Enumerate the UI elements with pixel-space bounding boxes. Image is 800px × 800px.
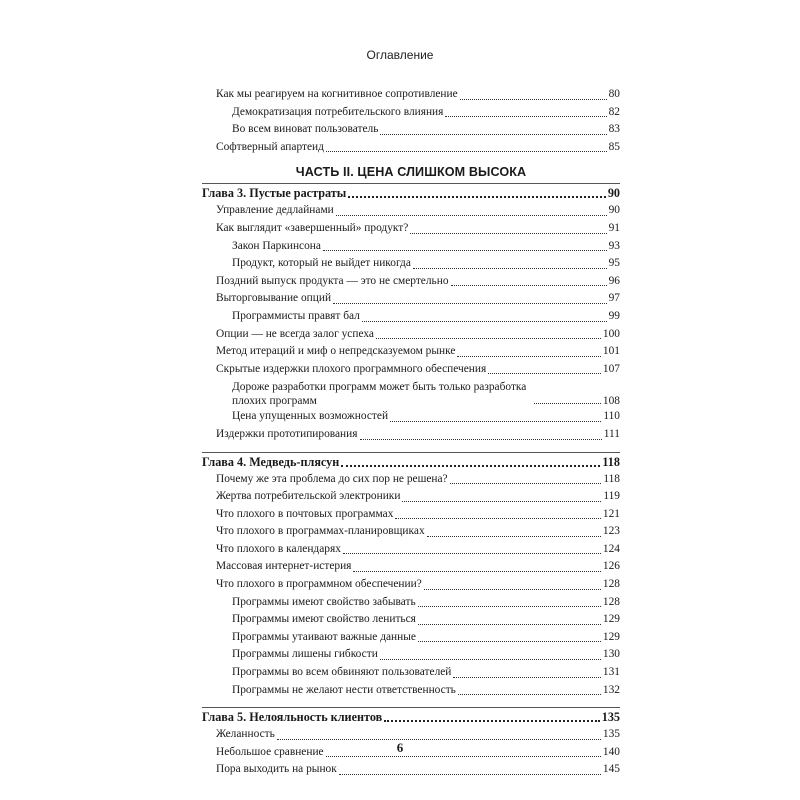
toc-entry[interactable] (202, 682, 620, 700)
toc-entry-page: 118 (603, 472, 620, 485)
dot-leader (343, 553, 601, 554)
toc-entry-page: 82 (608, 105, 620, 118)
toc-entry-title: Пора выходить на рынок (216, 763, 337, 776)
toc-entry-page: 83 (608, 123, 620, 136)
dot-leader (413, 268, 607, 269)
toc-entry-page: 135 (601, 710, 620, 725)
toc-entry-page: 80 (608, 88, 620, 100)
toc-entry-title: Что плохого в почтовых программах (216, 507, 394, 520)
dot-leader (362, 321, 607, 322)
toc-entry-page: 95 (608, 257, 620, 270)
toc-entry-title: Метод итераций и миф о непредсказуемом рынке (216, 345, 456, 358)
dot-leader (450, 483, 602, 484)
dot-leader (376, 338, 601, 339)
dot-leader (353, 571, 600, 572)
toc-entry-title: Почему же эта проблема до сих пор не решена? (216, 472, 448, 485)
toc-entry-page: 129 (602, 630, 620, 643)
toc-entry-title: Что плохого в программном обеспечении? (216, 578, 422, 591)
toc-entry-title: Программы не желают нести ответственность (232, 683, 456, 696)
dot-leader (534, 403, 601, 404)
dot-leader (326, 151, 607, 152)
dot-leader (326, 756, 601, 757)
toc-entry-page: 135 (602, 728, 620, 741)
toc-entry-title: Как выглядит «завершенный» продукт? (216, 221, 409, 234)
chapter-gap (202, 699, 620, 707)
toc-entry[interactable] (202, 378, 620, 408)
toc-entry-title: Издержки прототипирования (216, 427, 358, 440)
toc-entry-title: Поздний выпуск продукта — это не смертельно (216, 274, 449, 287)
toc-entry-title: Как мы реагируем на когнитивное сопротивление (216, 88, 458, 100)
toc-entry-title: Программисты правят бал (232, 309, 360, 322)
toc-entry-title: Выторговывание опций (216, 292, 332, 305)
dot-leader (418, 606, 601, 607)
dot-leader (360, 439, 602, 440)
chapter-heading[interactable] (202, 452, 620, 471)
toc-entry[interactable] (202, 408, 620, 426)
toc-entry-page: 128 (602, 578, 620, 591)
toc-entry-title: Цена упущенных возможностей (232, 410, 389, 423)
toc-entry[interactable] (202, 646, 620, 664)
toc-entry-page: 121 (602, 507, 620, 520)
dot-leader (418, 641, 601, 642)
page-number: 6 (396, 740, 404, 755)
part-heading: ЧАСТЬ II. ЦЕНА СЛИШКОМ ВЫСОКА (295, 165, 527, 180)
toc-entry-page: 124 (602, 542, 620, 555)
dot-leader (380, 134, 606, 135)
toc-entry-title: Небольшое сравнение (216, 745, 324, 758)
toc-entry[interactable] (202, 576, 620, 594)
dot-leader (348, 196, 606, 198)
toc-entry-title: Демократизация потребительского влияния (232, 105, 444, 118)
toc-entry-page: 101 (602, 345, 620, 358)
dot-leader (410, 233, 606, 234)
toc-entry[interactable] (202, 594, 620, 612)
toc-entry-title: Что плохого в программах-планировщиках (216, 525, 425, 538)
toc-entry-page: 99 (608, 309, 620, 322)
dot-leader (323, 250, 607, 251)
dot-leader (424, 589, 601, 590)
toc-entry-page: 118 (602, 454, 620, 469)
toc-entry[interactable] (202, 343, 620, 361)
dot-leader (488, 373, 601, 374)
toc-entry[interactable] (202, 426, 620, 444)
chapter-gap (202, 444, 620, 452)
toc-entry[interactable] (202, 471, 620, 489)
running-header: Оглавление (366, 48, 434, 62)
table-of-contents (202, 86, 620, 779)
toc-entry[interactable] (202, 558, 620, 576)
toc-entry-title: Что плохого в календарях (216, 542, 341, 555)
toc-entry-page: 97 (608, 292, 620, 305)
toc-entry[interactable] (202, 361, 620, 379)
toc-entry-title: Программы имеют свойство лениться (232, 613, 416, 626)
toc-entry-title: Жертва потребительской электроники (216, 490, 401, 503)
dot-leader (380, 659, 601, 660)
toc-entry-page: 110 (603, 410, 620, 423)
chapter-heading[interactable] (202, 183, 620, 202)
toc-entry-title: Во всем виноват пользователь (232, 123, 379, 136)
toc-entry-page: 129 (602, 613, 620, 626)
toc-entry-page: 90 (607, 186, 620, 201)
dot-leader (445, 116, 606, 117)
toc-entry-page: 111 (603, 427, 620, 440)
toc-entry-page: 128 (602, 595, 620, 608)
toc-entry-page: 85 (608, 140, 620, 153)
toc-entry[interactable] (202, 86, 620, 104)
toc-entry-title: Желанность (216, 728, 275, 741)
toc-entry[interactable] (202, 541, 620, 559)
toc-entry-page: 96 (608, 274, 620, 287)
dot-leader (418, 624, 601, 625)
toc-entry-page: 131 (602, 666, 620, 679)
toc-entry[interactable] (202, 273, 620, 291)
dot-leader (339, 774, 601, 775)
toc-entry-title: Программы во всем обвиняют пользователей (232, 666, 452, 679)
toc-entry-title: Глава 5. Нелояльность клиентов (202, 710, 383, 725)
toc-entry[interactable] (202, 121, 620, 139)
toc-entry-title: Управление дедлайнами (216, 204, 334, 217)
dot-leader (341, 465, 600, 467)
toc-entry[interactable] (202, 139, 620, 157)
toc-entry-title: Дороже разработки программ может быть только разработка плохих программ (232, 381, 527, 408)
dot-leader (460, 99, 607, 100)
toc-entry-page: 140 (602, 745, 620, 758)
toc-entry-page: 132 (602, 683, 620, 696)
toc-entry-title: Закон Паркинсона (232, 239, 321, 252)
toc-entry-page: 119 (603, 490, 620, 503)
dot-leader (453, 677, 600, 678)
toc-entry-page: 90 (608, 204, 620, 217)
dot-leader (336, 215, 607, 216)
toc-entry-page: 100 (602, 327, 620, 340)
toc-entry-page: 91 (608, 221, 620, 234)
toc-entry[interactable] (202, 104, 620, 122)
toc-entry-page: 130 (602, 648, 620, 661)
dot-leader (402, 501, 601, 502)
chapter-heading[interactable] (202, 707, 620, 726)
toc-entry[interactable] (202, 506, 620, 524)
dot-leader (457, 356, 601, 357)
toc-entry-title: Глава 3. Пустые растраты (202, 186, 347, 201)
toc-entry-page: 126 (602, 560, 620, 573)
dot-leader (395, 518, 601, 519)
toc-entry[interactable] (202, 326, 620, 344)
dot-leader (427, 536, 601, 537)
toc-entry-page: 123 (602, 525, 620, 538)
toc-entry[interactable] (202, 664, 620, 682)
toc-entry-page: 145 (602, 763, 620, 776)
dot-leader (333, 303, 607, 304)
toc-entry-title: Опции — не всегда залог успеха (216, 327, 374, 340)
toc-entry[interactable] (202, 523, 620, 541)
toc-entry-title: Скрытые издержки плохого программного обеспечения (216, 362, 487, 375)
toc-entry-title: Программы имеют свойство забывать (232, 595, 416, 608)
dot-leader (390, 421, 601, 422)
toc-entry[interactable] (202, 290, 620, 308)
toc-entry[interactable] (202, 238, 620, 256)
toc-entry-title: Программы лишены гибкости (232, 648, 378, 661)
toc-entry-title: Глава 4. Медведь-плясун (202, 454, 340, 469)
toc-entry-title: Программы утаивают важные данные (232, 630, 416, 643)
dot-leader (384, 720, 600, 722)
toc-entry[interactable] (202, 611, 620, 629)
dot-leader (458, 694, 601, 695)
toc-entry-page: 108 (602, 395, 620, 408)
toc-entry[interactable] (202, 220, 620, 238)
toc-entry[interactable] (202, 629, 620, 647)
toc-entry[interactable] (202, 488, 620, 506)
toc-entry-title: Софтверный апартеид (216, 140, 324, 153)
toc-entry-title: Продукт, который не выйдет никогда (232, 257, 411, 270)
toc-entry[interactable] (202, 308, 620, 326)
toc-entry-title: Массовая интернет-истерия (216, 560, 352, 573)
toc-entry[interactable] (202, 202, 620, 220)
toc-entry[interactable] (202, 255, 620, 273)
toc-entry[interactable] (202, 761, 620, 779)
toc-entry-page: 93 (608, 239, 620, 252)
dot-leader (451, 285, 607, 286)
toc-entry-page: 107 (602, 362, 620, 375)
